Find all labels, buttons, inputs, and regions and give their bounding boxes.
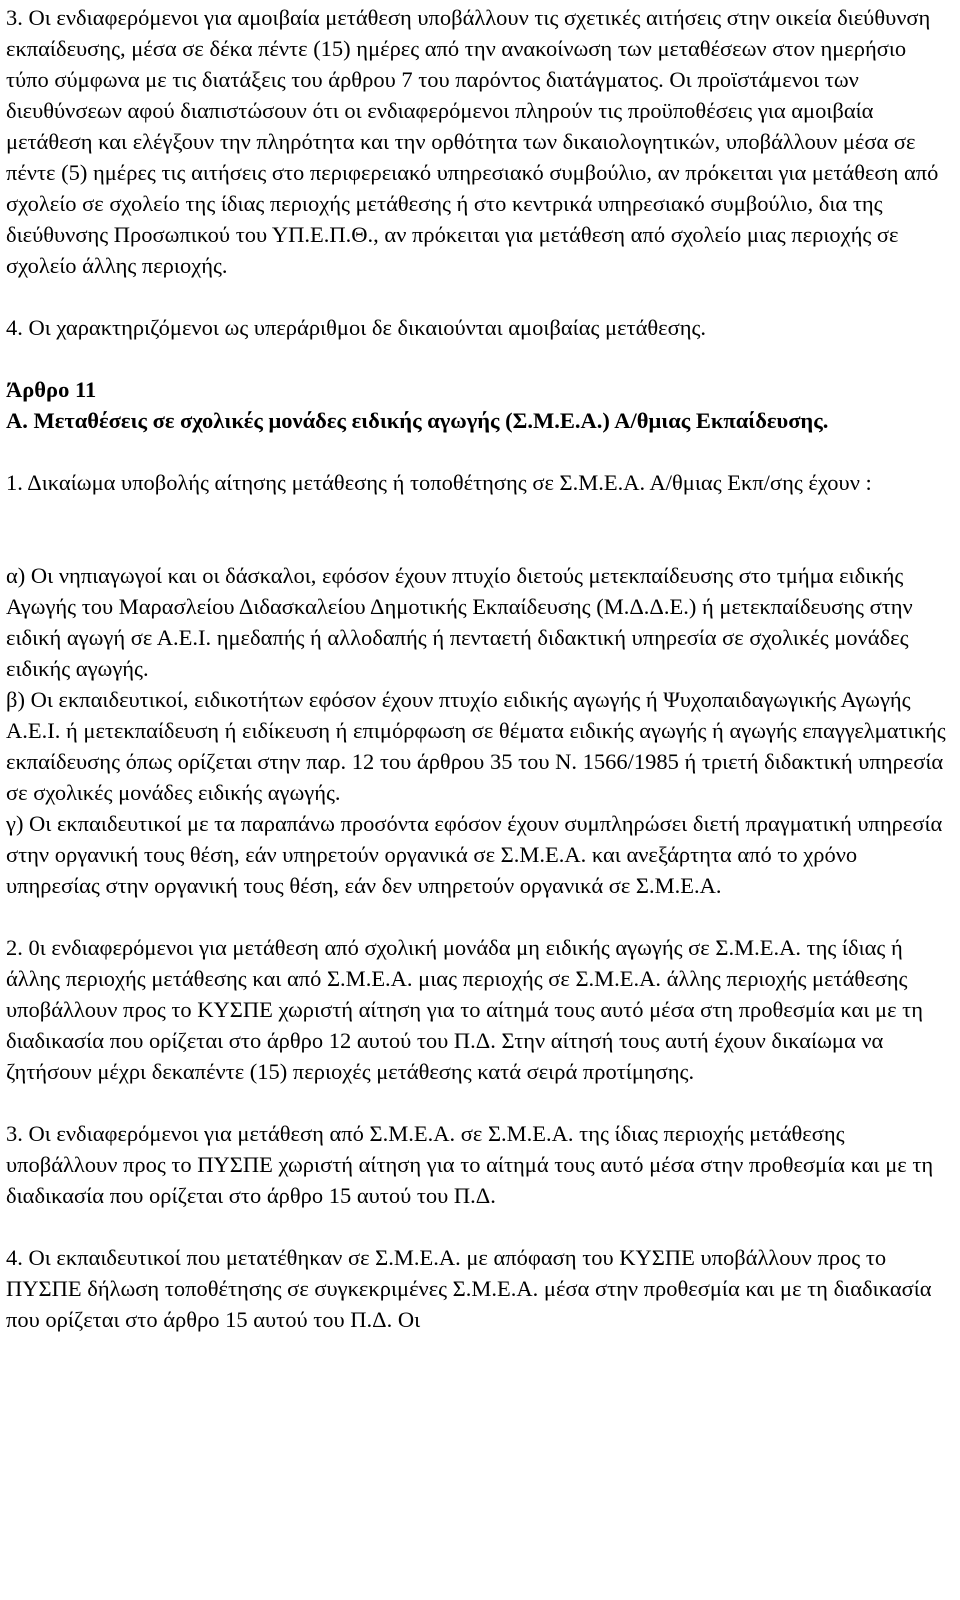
item-a: α) Οι νηπιαγωγοί και οι δάσκαλοι, εφόσον έχουν πτυχίο διετούς μετεκπαίδευσης στο τμήμα ειδικής Αγωγής του Μαρασλείου Διδασκαλείου Δημοτικής Εκπαίδευσης (Μ.Δ.Δ.Ε.) ή μετεκπαίδευσης στην ειδική αγωγή σε Α.Ε.Ι. ημεδαπής ή αλλοδαπής ή πενταετή διδακτική υπηρεσία σε σχολικές μονάδες ειδικής αγωγής. (6, 563, 913, 681)
item-c: γ) Οι εκπαιδευτικοί με τα παραπάνω προσόντα εφόσον έχουν συμπληρώσει διετή πραγματική υπηρεσία στην οργανική τους θέση, εάν υπηρετούν οργανικά σε Σ.Μ.Ε.Α. και ανεξάρτητα από το χρόνο υπηρεσίας στην οργανική τους θέση, εάν δεν υπηρετούν οργανικά σε Σ.Μ.Ε.Α. (6, 811, 943, 898)
item-3: 3. Οι ενδιαφερόμενοι για μετάθεση από Σ.Μ.Ε.Α. σε Σ.Μ.Ε.Α. της ίδιας περιοχής μετάθεσης υποβάλλουν προς το ΠΥΣΠΕ χωριστή αίτηση για το αίτημά τους αυτό μέσα στην προθεσμία και με τη διαδικασία που ορίζεται στο άρθρο 15 αυτού του Π.Δ. (6, 1121, 934, 1208)
spacer (6, 343, 946, 374)
spacer (6, 436, 946, 467)
article-title: Άρθρο 11 (6, 377, 97, 402)
paragraph-3-previous-article: 3. Οι ενδιαφερόμενοι για αμοιβαία μετάθεση υποβάλλουν τις σχετικές αιτήσεις στην οικεία διεύθυνση εκπαίδευσης, μέσα σε δέκα πέντε (15) ημέρες από την ανακοίνωση των μεταθέσεων στον ημερήσιο τύπο σύμφωνα με τις διατάξεις του άρθρου 7 του παρόντος διατάγματος. Οι προϊστάμενοι των διευθύνσεων αφού διαπιστώσουν ότι οι ενδιαφερόμενοι πληρούν τις προϋποθέσεις για αμοιβαία μετάθεση και ελέγξουν την πληρότητα και την ορθότητα των δικαιολογητικών, υποβάλλουν μέσα σε πέντε (5) ημέρες τις αιτήσεις στο περιφερειακό υπηρεσιακό συμβούλιο, αν πρόκειται για μετάθεση από σχολείο σε σχολείο της ίδιας περιοχής μετάθεσης ή στο κεντρικά υπηρεσιακό συμβούλιο, δια της διεύθυνσης Προσωπικού του ΥΠ.Ε.Π.Θ., αν πρόκειται για μετάθεση από σχολείο μιας περιοχής σε σχολείο άλλης περιοχής. (6, 5, 939, 278)
item-b: β) Οι εκπαιδευτικοί, ειδικοτήτων εφόσον έχουν πτυχίο ειδικής αγωγής ή Ψυχοπαιδαγωγικής Αγωγής Α.Ε.Ι. ή μετεκπαίδευση ή ειδίκευση ή επιμόρφωση σε θέματα ειδικής αγωγής ή αγωγής επαγγελματικής εκπαίδευσης όπως ορίζεται στην παρ. 12 του άρθρου 35 του Ν. 1566/1985 ή τριετή διδακτική υπηρεσία σε σχολικές μονάδες ειδικής αγωγής. (6, 687, 946, 805)
item-1: 1. Δικαίωμα υποβολής αίτησης μετάθεσης ή τοποθέτησης σε Σ.Μ.Ε.Α. Α/θμιας Εκπ/σης έχουν : (6, 470, 872, 495)
spacer (6, 529, 946, 560)
section-title: Α. Μεταθέσεις σε σχολικές μονάδες ειδικής αγωγής (Σ.Μ.Ε.Α.) Α/θμιας Εκπαίδευσης. (6, 408, 829, 433)
item-2: 2. 0ι ενδιαφερόμενοι για μετάθεση από σχολική μονάδα μη ειδικής αγωγής σε Σ.Μ.Ε.Α. της ίδιας ή άλλης περιοχής μετάθεσης και από Σ.Μ.Ε.Α. μιας περιοχής σε Σ.Μ.Ε.Α. άλλης περιοχής μετάθεσης υποβάλλουν προς το ΚΥΣΠΕ χωριστή αίτηση για το αίτημά τους αυτό μέσα στη προθεσμία και με τη διαδικασία που ορίζεται στο άρθρο 12 αυτού του Π.Δ. Στην αίτησή τους αυτή έχουν δικαίωμα να ζητήσουν μέχρι δεκαπέντε (15) περιοχές μετάθεσης κατά σειρά προτίμησης. (6, 935, 923, 1084)
spacer (6, 901, 946, 932)
item-4: 4. Οι εκπαιδευτικοί που μετατέθηκαν σε Σ.Μ.Ε.Α. με απόφαση του ΚΥΣΠΕ υποβάλλουν προς το ΠΥΣΠΕ δήλωση τοποθέτησης σε συγκεκριμένες Σ.Μ.Ε.Α. μέσα στην προθεσμία και με τη διαδικασία που ορίζεται στο άρθρο 15 αυτού του Π.Δ. Οι (6, 1245, 932, 1332)
spacer (6, 1087, 946, 1118)
paragraph-4-previous-article: 4. Οι χαρακτηριζόμενοι ως υπεράριθμοι δε δικαιούνται αμοιβαίας μετάθεσης. (6, 315, 707, 340)
spacer (6, 281, 946, 312)
spacer (6, 1211, 946, 1242)
spacer (6, 498, 946, 529)
